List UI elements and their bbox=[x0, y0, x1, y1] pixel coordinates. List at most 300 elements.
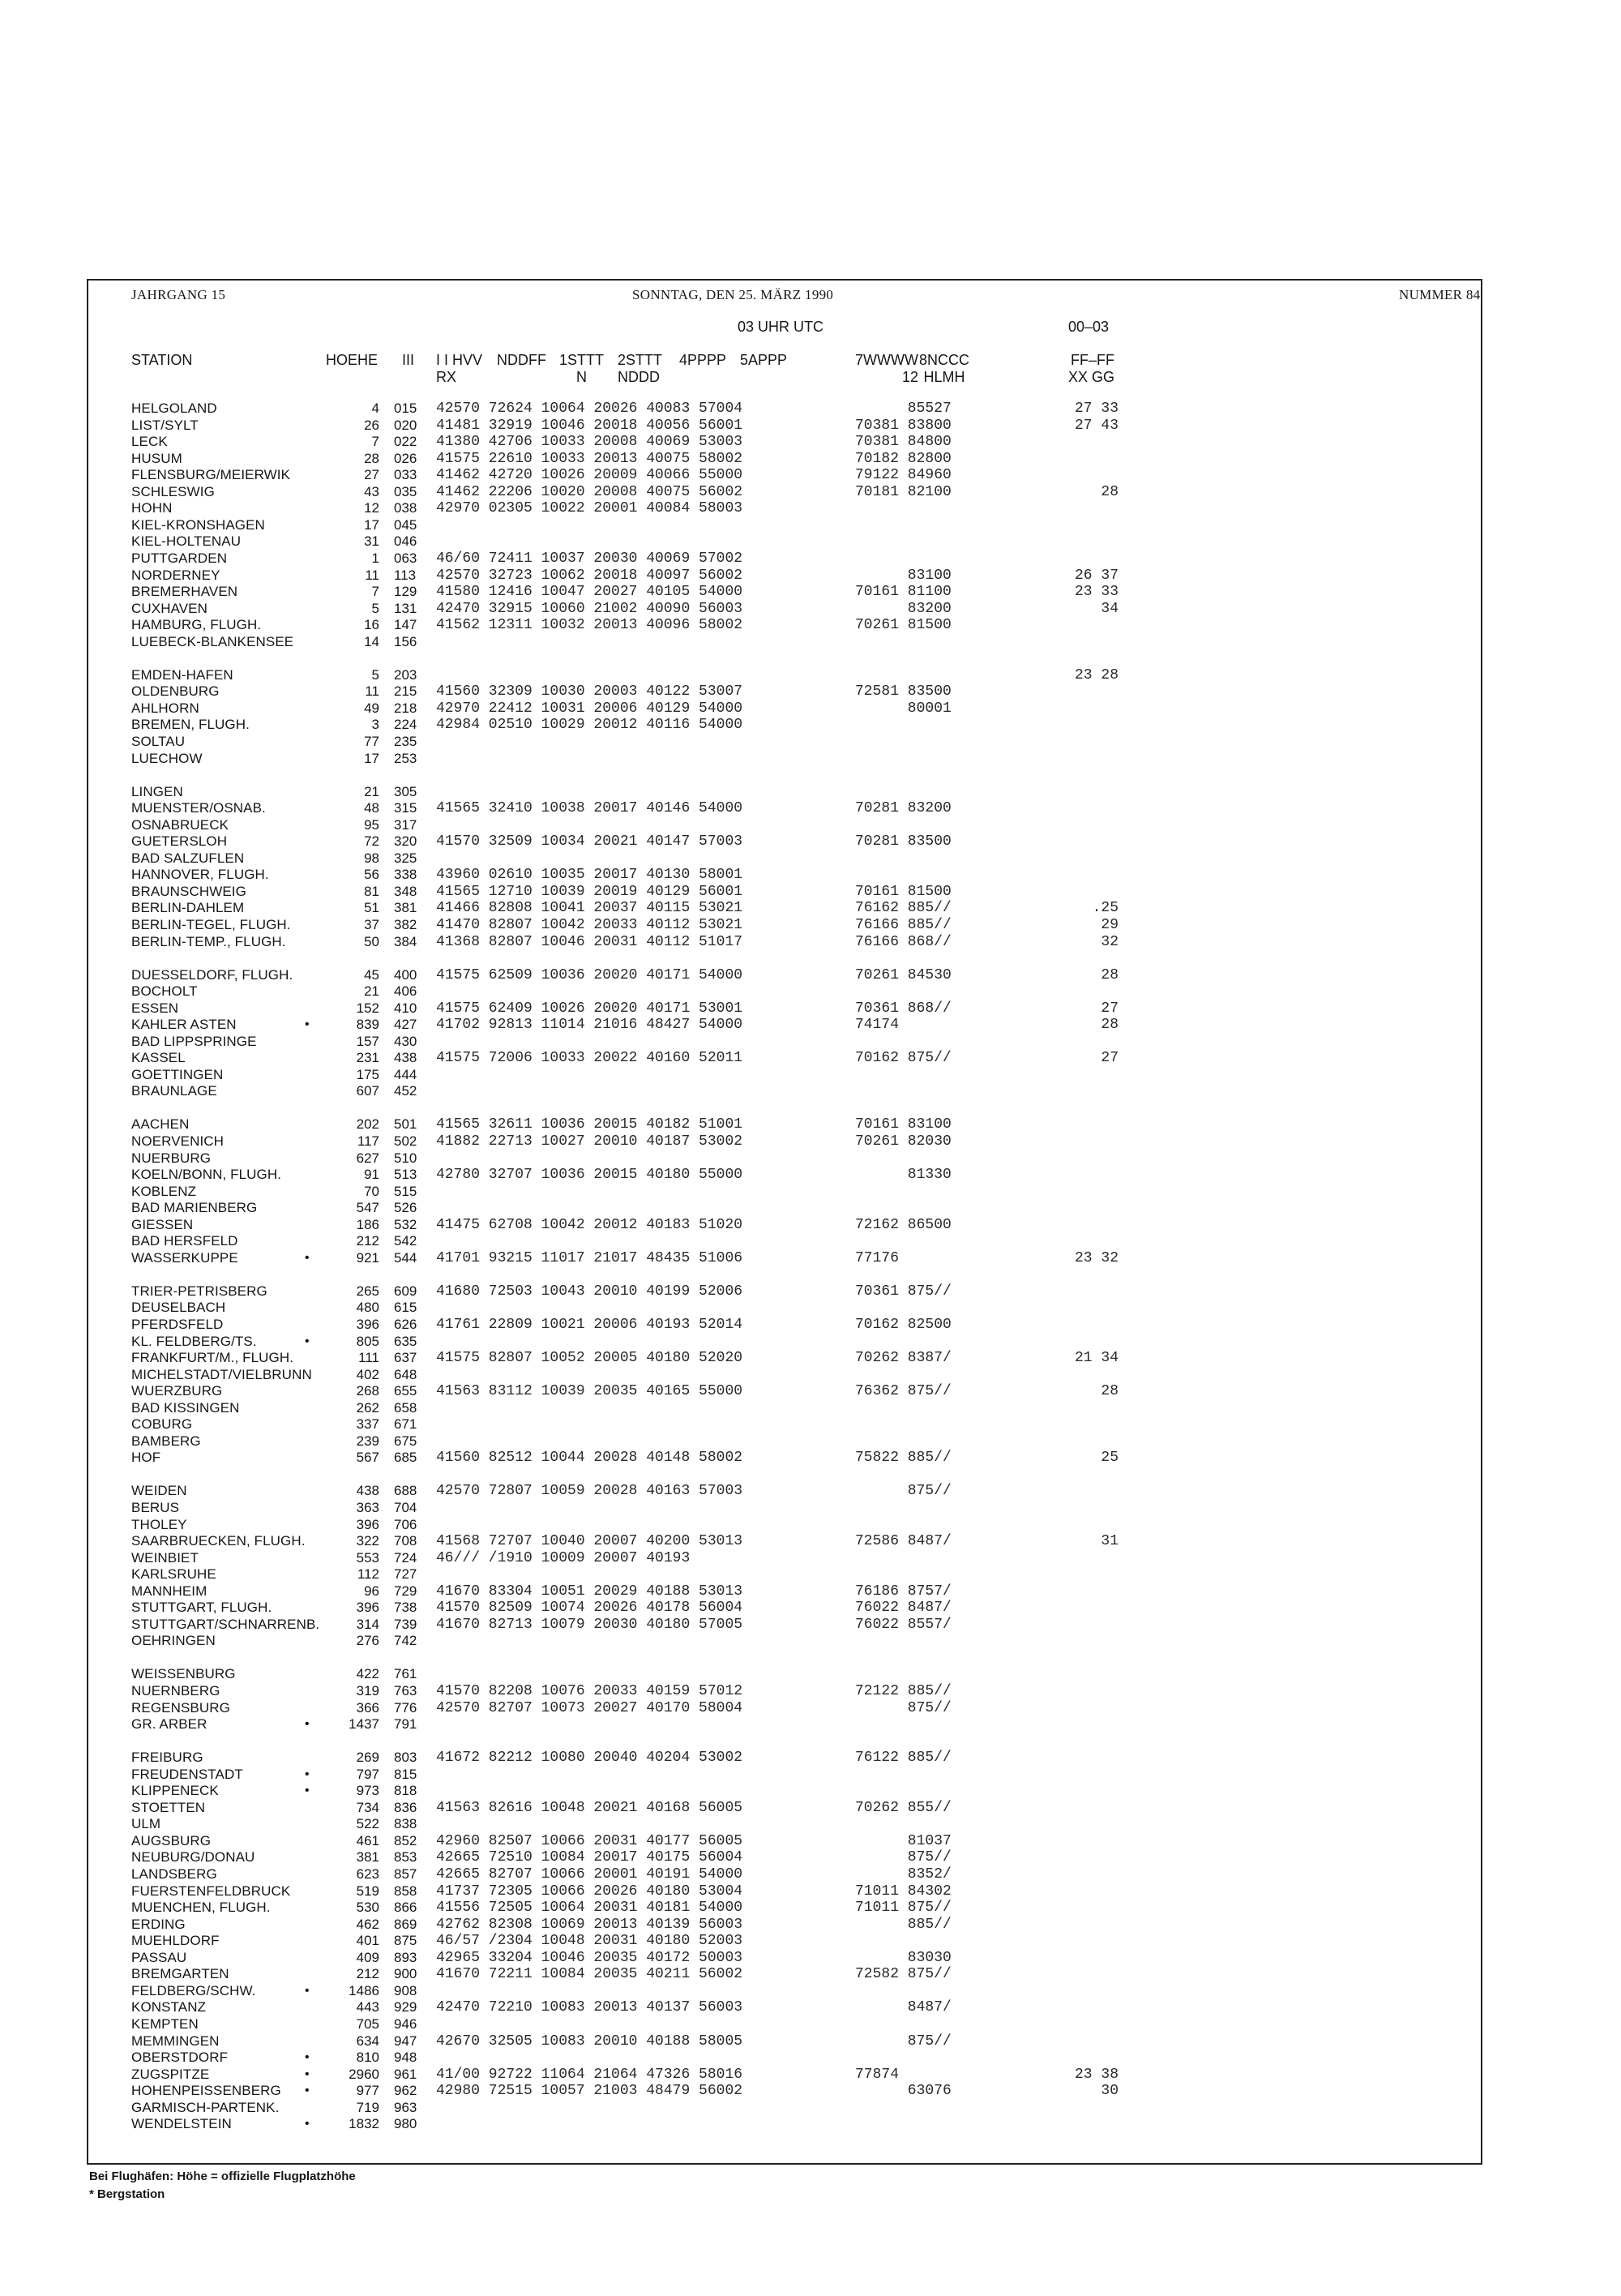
station-name: DEUSELBACH bbox=[131, 1300, 226, 1316]
synop-groups-extra: 75822 885// bbox=[855, 1450, 952, 1467]
station-id: 961 bbox=[394, 2066, 417, 2082]
table-row bbox=[0, 1583, 1621, 1600]
table-row bbox=[0, 1250, 1621, 1266]
station-name: KIEL-HOLTENAU bbox=[131, 533, 242, 550]
station-id: 727 bbox=[394, 1566, 417, 1583]
synop-groups-extra: 76162 885// bbox=[855, 900, 952, 917]
station-height: 269 bbox=[356, 1750, 379, 1766]
synop-groups-extra: 71011 84302 bbox=[855, 1883, 952, 1900]
synop-groups: 41565 32410 10038 20017 40146 54000 bbox=[436, 800, 743, 817]
station-height: 14 bbox=[364, 633, 379, 649]
station-id: 035 bbox=[394, 483, 417, 499]
station-id: 708 bbox=[394, 1533, 417, 1549]
station-name: AHLHORN bbox=[131, 700, 199, 716]
station-id: 320 bbox=[394, 833, 417, 850]
synop-groups-extra: 70381 83800 bbox=[855, 417, 952, 434]
station-height: 265 bbox=[356, 1283, 379, 1299]
col-hoehe: HOEHE bbox=[326, 352, 379, 368]
station-id: 946 bbox=[394, 2016, 417, 2032]
table-row bbox=[0, 1116, 1621, 1133]
station-id: 532 bbox=[394, 1216, 417, 1232]
table-row bbox=[0, 1200, 1621, 1216]
station-id: 513 bbox=[394, 1167, 417, 1183]
table-row bbox=[0, 1950, 1621, 1966]
station-id: 203 bbox=[394, 666, 417, 683]
station-id: 317 bbox=[394, 816, 417, 833]
table-row bbox=[0, 2016, 1621, 2033]
station-name: LUEBECK-BLANKENSEE bbox=[131, 633, 294, 649]
synop-groups: 42570 72807 10059 20028 40163 57003 bbox=[436, 1483, 743, 1500]
station-id: 875 bbox=[394, 1933, 417, 1949]
table-row bbox=[0, 1433, 1621, 1450]
synop-groups: 41580 12416 10047 20027 40105 54000 bbox=[436, 584, 743, 600]
table-row bbox=[0, 568, 1621, 584]
synop-groups-extra: 74174 bbox=[855, 1017, 900, 1034]
station-height: 553 bbox=[356, 1549, 379, 1566]
synop-groups-extra: 885// bbox=[855, 1916, 952, 1933]
station-id: 724 bbox=[394, 1549, 417, 1566]
col-group5: 4PPPP bbox=[679, 352, 727, 368]
table-row bbox=[0, 934, 1621, 950]
station-height: 31 bbox=[364, 533, 379, 550]
station-height: 17 bbox=[364, 750, 379, 766]
synop-groups: 41882 22713 10027 20010 40187 53002 bbox=[436, 1133, 743, 1150]
synop-groups: 42762 82308 10069 20013 40139 56003 bbox=[436, 1916, 743, 1933]
station-name: KL. FELDBERG/TS. bbox=[131, 1333, 257, 1349]
station-id: 857 bbox=[394, 1866, 417, 1882]
station-name: FELDBERG/SCHW. bbox=[131, 1982, 256, 1998]
station-id: 858 bbox=[394, 1883, 417, 1899]
col-group6: 5APPP bbox=[740, 352, 788, 368]
table-row bbox=[0, 2116, 1621, 2132]
synop-groups-extra: 875// bbox=[855, 1849, 952, 1866]
table-row bbox=[0, 1083, 1621, 1099]
station-height: 276 bbox=[356, 1633, 379, 1649]
wind-gust-groups: 23 28 bbox=[1074, 666, 1118, 683]
station-name: BREMEN, FLUGH. bbox=[131, 717, 250, 733]
table-row bbox=[0, 1900, 1621, 1916]
table-row bbox=[0, 1700, 1621, 1716]
synop-groups-extra: 8352/ bbox=[855, 1866, 952, 1883]
station-height: 21 bbox=[364, 983, 379, 1000]
station-height: 12 bbox=[364, 500, 379, 516]
synop-groups: 42665 72510 10084 20017 40175 56004 bbox=[436, 1849, 743, 1866]
table-row bbox=[0, 833, 1621, 850]
station-name: BREMGARTEN bbox=[131, 1966, 229, 1982]
wind-gust-groups: 27 43 bbox=[1074, 417, 1118, 434]
station-height: 623 bbox=[356, 1866, 379, 1882]
synop-groups: 41737 72305 10066 20026 40180 53004 bbox=[436, 1883, 743, 1900]
wind-gust-groups: 34 bbox=[1101, 600, 1118, 617]
station-name: TRIER-PETRISBERG bbox=[131, 1283, 267, 1299]
synop-groups: 41563 83112 10039 20035 40165 55000 bbox=[436, 1383, 743, 1400]
station-id: 980 bbox=[394, 2116, 417, 2132]
synop-groups: 41368 82807 10046 20031 40112 51017 bbox=[436, 933, 743, 950]
station-id: 658 bbox=[394, 1399, 417, 1416]
station-name: THOLEY bbox=[131, 1516, 187, 1532]
station-height: 262 bbox=[356, 1399, 379, 1416]
wind-gust-groups: 26 37 bbox=[1074, 567, 1118, 584]
station-id: 410 bbox=[394, 1000, 417, 1016]
table-row bbox=[0, 1883, 1621, 1900]
mountain-station-mark: • bbox=[305, 1767, 310, 1781]
synop-groups: 41562 12311 10032 20013 40096 58002 bbox=[436, 617, 743, 634]
mountain-station-mark: • bbox=[305, 2084, 310, 2098]
station-height: 366 bbox=[356, 1699, 379, 1716]
station-id: 544 bbox=[394, 1249, 417, 1266]
synop-groups: 41462 22206 10020 20008 40075 56002 bbox=[436, 483, 743, 500]
station-name: FUERSTENFELDBRUCK bbox=[131, 1883, 291, 1899]
station-id: 615 bbox=[394, 1300, 417, 1316]
station-id: 688 bbox=[394, 1483, 417, 1499]
table-row bbox=[0, 451, 1621, 467]
station-name: BRAUNSCHWEIG bbox=[131, 883, 246, 899]
station-height: 422 bbox=[356, 1666, 379, 1682]
station-name: BAD SALZUFLEN bbox=[131, 850, 245, 866]
col-station: STATION bbox=[131, 352, 193, 368]
mountain-station-mark: • bbox=[305, 2067, 310, 2081]
station-id: 948 bbox=[394, 2050, 417, 2066]
table-row bbox=[0, 1383, 1621, 1399]
synop-groups: 41672 82212 10080 20040 40204 53002 bbox=[436, 1750, 743, 1767]
station-name: NEUBURG/DONAU bbox=[131, 1849, 255, 1866]
synop-groups: 41670 83304 10051 20029 40188 53013 bbox=[436, 1583, 743, 1600]
station-name: KOBLENZ bbox=[131, 1183, 197, 1199]
table-row bbox=[0, 1167, 1621, 1183]
table-row bbox=[0, 1133, 1621, 1150]
station-id: 626 bbox=[394, 1317, 417, 1332]
table-row bbox=[0, 1767, 1621, 1783]
synop-groups: 41575 72006 10033 20022 40160 52011 bbox=[436, 1050, 743, 1067]
synop-groups: 41570 32509 10034 20021 40147 57003 bbox=[436, 833, 743, 850]
station-name: SOLTAU bbox=[131, 733, 186, 749]
station-height: 152 bbox=[356, 1000, 379, 1016]
station-name: GIESSEN bbox=[131, 1216, 194, 1232]
synop-groups: 42960 82507 10066 20031 40177 56005 bbox=[436, 1832, 743, 1849]
table-row bbox=[0, 401, 1621, 417]
station-name: HANNOVER, FLUGH. bbox=[131, 867, 269, 883]
station-height: 11 bbox=[365, 567, 379, 583]
station-height: 81 bbox=[364, 883, 379, 899]
synop-groups: 46/57 /2304 10048 20031 40180 52003 bbox=[436, 1933, 743, 1950]
station-height: 157 bbox=[356, 1033, 379, 1049]
station-name: HOHN bbox=[131, 500, 173, 516]
table-row bbox=[0, 1017, 1621, 1033]
station-height: 11 bbox=[365, 683, 379, 700]
table-row bbox=[0, 1550, 1621, 1566]
table-row bbox=[0, 1866, 1621, 1883]
station-name: WEIDEN bbox=[131, 1483, 187, 1499]
station-name: STUTTGART, FLUGH. bbox=[131, 1600, 272, 1616]
station-height: 91 bbox=[364, 1167, 379, 1183]
synop-groups-extra: 76166 868// bbox=[855, 933, 952, 950]
station-name: LANDSBERG bbox=[131, 1866, 217, 1882]
station-height: 1486 bbox=[349, 1982, 379, 1998]
station-id: 763 bbox=[394, 1683, 417, 1698]
station-height: 547 bbox=[356, 1200, 379, 1216]
col-iii: III bbox=[402, 352, 415, 368]
station-id: 026 bbox=[394, 450, 417, 466]
synop-groups: 43960 02610 10035 20017 40130 58001 bbox=[436, 867, 743, 884]
synop-groups-extra: 85527 bbox=[855, 401, 952, 417]
station-name: OLDENBURG bbox=[131, 683, 220, 700]
table-row bbox=[0, 884, 1621, 900]
station-id: 444 bbox=[394, 1066, 417, 1082]
synop-groups-extra: 70361 875// bbox=[855, 1283, 952, 1300]
table-row bbox=[0, 1317, 1621, 1333]
station-name: ULM bbox=[131, 1816, 161, 1832]
station-id: 338 bbox=[394, 867, 417, 883]
station-id: 131 bbox=[394, 600, 417, 616]
station-id: 815 bbox=[394, 1766, 417, 1782]
station-height: 43 bbox=[364, 483, 379, 499]
table-row bbox=[0, 967, 1621, 983]
station-name: LIST/SYLT bbox=[131, 417, 199, 433]
table-row bbox=[0, 717, 1621, 733]
station-id: 235 bbox=[394, 733, 417, 749]
synop-groups-extra: 80001 bbox=[855, 700, 952, 717]
synop-groups-extra: 83200 bbox=[855, 600, 952, 617]
synop-groups-extra: 70261 82030 bbox=[855, 1133, 952, 1150]
station-id: 635 bbox=[394, 1333, 417, 1349]
station-id: 791 bbox=[394, 1716, 417, 1733]
station-height: 7 bbox=[371, 584, 379, 599]
station-height: 797 bbox=[356, 1766, 379, 1782]
station-height: 49 bbox=[364, 700, 379, 716]
station-id: 348 bbox=[394, 883, 417, 899]
station-name: LUECHOW bbox=[131, 750, 203, 766]
station-id: 706 bbox=[394, 1516, 417, 1532]
table-row bbox=[0, 734, 1621, 750]
station-height: 530 bbox=[356, 1900, 379, 1916]
issue-number: NUMMER 84 bbox=[1399, 287, 1481, 302]
station-name: BERLIN-TEMP., FLUGH. bbox=[131, 933, 286, 949]
synop-groups: 42470 72210 10083 20013 40137 56003 bbox=[436, 1999, 743, 2016]
station-name: MEMMINGEN bbox=[131, 2033, 220, 2049]
station-id: 803 bbox=[394, 1750, 417, 1766]
station-id: 962 bbox=[394, 2083, 417, 2099]
station-name: WUERZBURG bbox=[131, 1383, 223, 1399]
synop-groups-extra: 70181 82100 bbox=[855, 483, 952, 500]
synop-groups: 41556 72505 10064 20031 40181 54000 bbox=[436, 1900, 743, 1917]
synop-groups-extra: 83100 bbox=[855, 567, 952, 584]
wind-gust-groups: 25 bbox=[1101, 1450, 1118, 1467]
table-row bbox=[0, 983, 1621, 1000]
station-height: 401 bbox=[356, 1933, 379, 1949]
station-name: MICHELSTADT/VIELBRUNN bbox=[131, 1366, 312, 1382]
station-name: OSNABRUECK bbox=[131, 816, 229, 833]
station-name: KIEL-KRONSHAGEN bbox=[131, 516, 265, 533]
synop-groups: 41702 92813 11014 21016 48427 54000 bbox=[436, 1017, 743, 1034]
table-row bbox=[0, 1617, 1621, 1633]
station-name: NUERBURG bbox=[131, 1150, 212, 1166]
station-name: ESSEN bbox=[131, 1000, 179, 1016]
synop-groups: 42470 32915 10060 21002 40090 56003 bbox=[436, 600, 743, 617]
station-id: 510 bbox=[394, 1150, 417, 1166]
station-id: 852 bbox=[394, 1832, 417, 1848]
station-id: 739 bbox=[394, 1616, 417, 1632]
table-row bbox=[0, 900, 1621, 916]
station-height: 37 bbox=[364, 916, 379, 932]
station-name: HOHENPEISSENBERG bbox=[131, 2083, 281, 2099]
station-height: 56 bbox=[364, 867, 379, 883]
wind-gust-groups: 21 34 bbox=[1074, 1350, 1118, 1367]
wind-gust-groups: 28 bbox=[1101, 1383, 1118, 1400]
synop-groups-extra: 70361 868// bbox=[855, 1000, 952, 1017]
station-id: 742 bbox=[394, 1633, 417, 1649]
station-id: 648 bbox=[394, 1366, 417, 1382]
station-height: 627 bbox=[356, 1150, 379, 1166]
station-name: FREUDENSTADT bbox=[131, 1766, 243, 1782]
synop-groups: 42965 33204 10046 20035 40172 50003 bbox=[436, 1949, 743, 1966]
mountain-station-mark: • bbox=[305, 2050, 310, 2065]
station-id: 224 bbox=[394, 717, 417, 733]
station-height: 805 bbox=[356, 1333, 379, 1349]
table-row bbox=[0, 917, 1621, 933]
station-height: 51 bbox=[364, 900, 379, 916]
station-name: STOETTEN bbox=[131, 1799, 206, 1815]
table-row bbox=[0, 434, 1621, 450]
synop-groups-extra: 81037 bbox=[855, 1832, 952, 1849]
station-id: 836 bbox=[394, 1799, 417, 1815]
table-row bbox=[0, 2100, 1621, 2116]
station-height: 977 bbox=[356, 2083, 379, 2099]
station-name: MUEHLDORF bbox=[131, 1933, 220, 1949]
synop-groups: 41475 62708 10042 20012 40183 51020 bbox=[436, 1216, 743, 1233]
station-name: PFERDSFELD bbox=[131, 1317, 224, 1332]
station-height: 5 bbox=[371, 666, 379, 683]
table-row bbox=[0, 1483, 1621, 1499]
table-row bbox=[0, 2050, 1621, 2066]
table-row bbox=[0, 1783, 1621, 1799]
station-height: 607 bbox=[356, 1083, 379, 1099]
station-height: 202 bbox=[356, 1116, 379, 1133]
synop-groups-extra: 70162 82500 bbox=[855, 1317, 952, 1333]
synop-groups: 41761 22809 10021 20006 40193 52014 bbox=[436, 1317, 743, 1333]
station-height: 28 bbox=[364, 450, 379, 466]
station-name: SCHLESWIG bbox=[131, 483, 215, 499]
station-name: KEMPTEN bbox=[131, 2016, 199, 2032]
synop-groups: 41670 72211 10084 20035 40211 56002 bbox=[436, 1966, 743, 1983]
station-name: NORDERNEY bbox=[131, 567, 220, 583]
wind-gust-groups: 31 bbox=[1101, 1533, 1118, 1550]
wind-gust-groups: 27 bbox=[1101, 1000, 1118, 1017]
synop-groups-extra: 70381 84800 bbox=[855, 434, 952, 451]
table-row bbox=[0, 1150, 1621, 1167]
synop-groups-extra: 70182 82800 bbox=[855, 450, 952, 467]
station-height: 26 bbox=[364, 417, 379, 433]
station-height: 396 bbox=[356, 1600, 379, 1616]
station-id: 501 bbox=[394, 1116, 417, 1133]
synop-groups-extra: 70281 83500 bbox=[855, 833, 952, 850]
table-row bbox=[0, 1600, 1621, 1616]
station-name: BRAUNLAGE bbox=[131, 1083, 217, 1099]
synop-groups-extra: 70161 83100 bbox=[855, 1116, 952, 1133]
table-row bbox=[0, 1833, 1621, 1849]
station-id: 853 bbox=[394, 1849, 417, 1866]
station-id: 046 bbox=[394, 533, 417, 550]
table-row bbox=[0, 500, 1621, 516]
synop-groups: 41701 93215 11017 21017 48435 51006 bbox=[436, 1249, 743, 1266]
table-row bbox=[0, 1067, 1621, 1083]
synop-groups-extra: 72586 8487/ bbox=[855, 1533, 952, 1550]
synop-groups-extra: 76122 885// bbox=[855, 1750, 952, 1767]
synop-groups-extra: 81330 bbox=[855, 1167, 952, 1184]
station-height: 77 bbox=[364, 733, 379, 749]
table-row bbox=[0, 1217, 1621, 1233]
synop-groups: 42570 82707 10073 20027 40170 58004 bbox=[436, 1699, 743, 1716]
station-height: 519 bbox=[356, 1883, 379, 1899]
table-row bbox=[0, 467, 1621, 483]
station-name: FRANKFURT/M., FLUGH. bbox=[131, 1350, 294, 1366]
station-height: 363 bbox=[356, 1500, 379, 1515]
synop-groups-extra: 76186 8757/ bbox=[855, 1583, 952, 1600]
station-height: 462 bbox=[356, 1916, 379, 1932]
wind-gust-groups: 23 38 bbox=[1074, 2066, 1118, 2083]
col-group8: 8NCCC HLMH bbox=[919, 352, 970, 385]
wind-gust-groups: .25 bbox=[1092, 900, 1118, 917]
synop-groups: 42570 32723 10062 20018 40097 56002 bbox=[436, 567, 743, 584]
station-name: GARMISCH-PARTENK. bbox=[131, 2099, 280, 2115]
station-name: BOCHOLT bbox=[131, 983, 198, 1000]
synop-groups: 41570 82509 10074 20026 40178 56004 bbox=[436, 1600, 743, 1617]
station-height: 72 bbox=[364, 833, 379, 850]
synop-groups-extra: 76022 8487/ bbox=[855, 1600, 952, 1617]
station-name: FREIBURG bbox=[131, 1750, 203, 1766]
station-height: 70 bbox=[364, 1183, 379, 1199]
station-name: BAD KISSINGEN bbox=[131, 1399, 240, 1416]
synop-groups: 41560 82512 10044 20028 40148 58002 bbox=[436, 1450, 743, 1467]
mountain-station-mark: • bbox=[305, 1017, 310, 1032]
col-group4: 2STTT NDDD bbox=[618, 352, 663, 385]
station-height: 973 bbox=[356, 1783, 379, 1799]
station-id: 253 bbox=[394, 750, 417, 766]
station-height: 396 bbox=[356, 1317, 379, 1332]
station-height: 402 bbox=[356, 1366, 379, 1382]
table-row bbox=[0, 1034, 1621, 1050]
table-row bbox=[0, 1816, 1621, 1832]
table-row bbox=[0, 1283, 1621, 1300]
table-row bbox=[0, 517, 1621, 533]
station-name: OBERSTDORF bbox=[131, 2050, 229, 2066]
synop-groups: 42780 32707 10036 20015 40180 55000 bbox=[436, 1167, 743, 1184]
station-height: 98 bbox=[364, 850, 379, 866]
synop-groups-extra: 63076 bbox=[855, 2083, 952, 2100]
synop-groups-extra: 77874 bbox=[855, 2066, 900, 2083]
station-name: MUENSTER/OSNAB. bbox=[131, 800, 266, 816]
station-id: 400 bbox=[394, 966, 417, 983]
footnote-mountain-station: * Bergstation bbox=[89, 2187, 165, 2201]
station-name: AUGSBURG bbox=[131, 1832, 212, 1848]
table-row bbox=[0, 1050, 1621, 1066]
station-id: 384 bbox=[394, 933, 417, 949]
station-id: 947 bbox=[394, 2033, 417, 2049]
station-name: BAD MARIENBERG bbox=[131, 1200, 258, 1216]
synop-groups: 41565 12710 10039 20019 40129 56001 bbox=[436, 883, 743, 900]
station-height: 705 bbox=[356, 2016, 379, 2032]
station-name: NUERNBERG bbox=[131, 1683, 220, 1698]
station-id: 427 bbox=[394, 1017, 417, 1033]
station-name: KASSEL bbox=[131, 1050, 186, 1066]
station-height: 212 bbox=[356, 1966, 379, 1982]
table-row bbox=[0, 617, 1621, 633]
station-height: 1 bbox=[371, 550, 379, 566]
station-height: 1832 bbox=[349, 2116, 379, 2132]
table-row bbox=[0, 1300, 1621, 1316]
table-row bbox=[0, 533, 1621, 550]
mountain-station-mark: • bbox=[305, 1250, 310, 1265]
station-id: 761 bbox=[394, 1666, 417, 1682]
